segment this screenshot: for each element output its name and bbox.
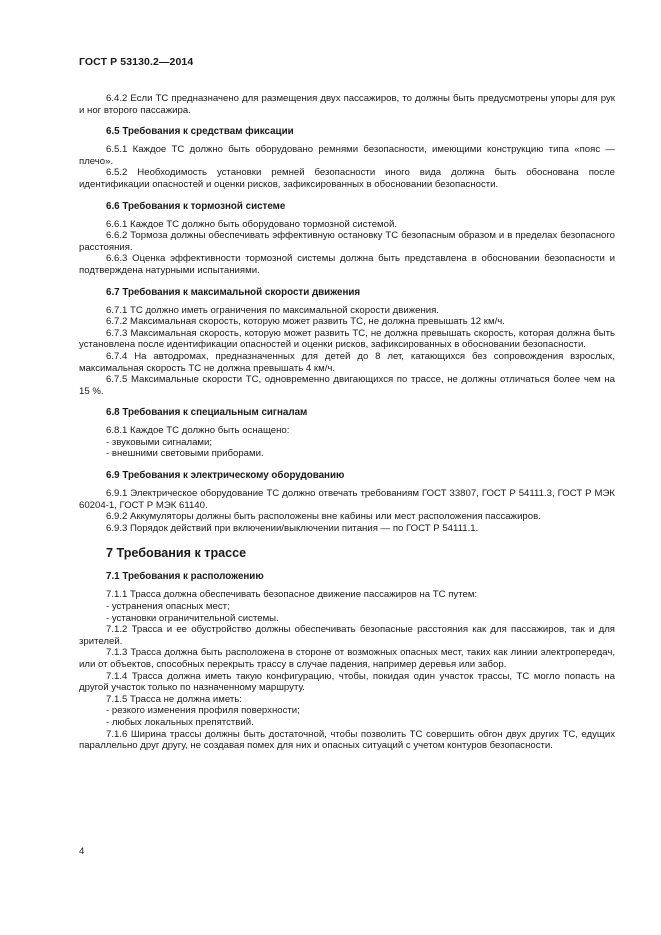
paragraph: 7.1.5 Трасса не должна иметь: xyxy=(106,693,242,705)
paragraph: 6.4.2 Если ТС предназначено для размещения двух пассажиров, то должны быть предусмотрены упоры для рук и ног второго пассажира. xyxy=(79,93,615,116)
page-number: 4 xyxy=(79,846,85,857)
paragraph: 6.5.1 Каждое ТС должно быть оборудовано ремнями безопасности, имеющими конструкцию типа «пояс — плечо». xyxy=(79,144,615,167)
paragraph: 6.6.2 Тормоза должны обеспечивать эффективную остановку ТС безопасным образом и в пределах безопасного расстояния. xyxy=(79,230,615,253)
paragraph: 6.7.5 Максимальные скорости ТС, одновременно двигающихся по трассе, не должны отличаться более чем на 15 %. xyxy=(79,374,615,397)
subsection-heading: 6.9 Требования к электрическому оборудованию xyxy=(106,470,345,482)
paragraph: 6.6.3 Оценка эффективности тормозной системы должна быть представлена в обосновании безопасности и подтверждена натурными испытаниями. xyxy=(79,253,615,276)
subsection-heading: 6.8 Требования к специальным сигналам xyxy=(106,407,308,419)
paragraph: 6.9.1 Электрическое оборудование ТС должно отвечать требованиям ГОСТ 33807, ГОСТ Р 54111.3, ГОСТ Р МЭК 60204-1, ГОСТ Р МЭК 61140. xyxy=(79,488,615,511)
paragraph: 6.6.1 Каждое ТС должно быть оборудовано тормозной системой. xyxy=(106,218,398,230)
paragraph: - звуковыми сигналами; xyxy=(106,436,213,448)
section-heading: 7 Требования к трассе xyxy=(106,546,247,561)
paragraph: - резкого изменения профиля поверхности; xyxy=(106,705,300,717)
paragraph: 7.1.2 Трасса и ее обустройство должны обеспечивать безопасные расстояния как для пассажиров, так и для зрителей. xyxy=(79,624,615,647)
subsection-heading: 7.1 Требования к расположению xyxy=(106,571,264,583)
subsection-heading: 6.7 Требования к максимальной скорости движения xyxy=(106,286,361,298)
paragraph: 7.1.6 Ширина трассы должны быть достаточной, чтобы позволить ТС совершить обгон двух других ТС, едущих параллельно друг другу, не создавая помех для них и опасных ситуаций с учетом контуров безопасности. xyxy=(79,728,615,752)
paragraph: - внешними световыми приборами. xyxy=(106,448,264,460)
paragraph: - любых локальных препятствий. xyxy=(106,716,254,728)
document-body xyxy=(79,93,615,752)
paragraph: 6.7.3 Максимальная скорость, которую может развить ТС, не должна превышать скорость, которая должна быть установлена после идентификации опасностей и оценки рисков, зафиксированных в обосновании безопасности. xyxy=(79,327,615,351)
paragraph: 7.1.4 Трасса должна иметь такую конфигурацию, чтобы, покидая один участок трассы, ТС могло попасть на другой участок только по назначенному маршруту. xyxy=(79,670,615,694)
paragraph: - устранения опасных мест; xyxy=(106,601,230,613)
paragraph: 6.9.2 Аккумуляторы должны быть расположены вне кабины или мест расположения пассажиров. xyxy=(106,511,541,523)
subsection-heading: 6.6 Требования к тормозной системе xyxy=(106,200,286,212)
document-header: ГОСТ Р 53130.2—2014 xyxy=(79,56,194,68)
paragraph: 7.1.3 Трасса должна быть расположена в стороне от возможных опасных мест, таких как линии электропередач, или от объектов, способных перекрыть трассу в случае падения, например деревья или забор. xyxy=(79,647,615,670)
paragraph: 6.7.2 Максимальная скорость, которую может развить ТС, не должна превышать 12 км/ч. xyxy=(106,316,505,328)
paragraph: 6.8.1 Каждое ТС должно быть оснащено: xyxy=(106,425,290,437)
subsection-heading: 6.5 Требования к средствам фиксации xyxy=(106,126,294,138)
paragraph: 6.7.4 На автодромах, предназначенных для детей до 8 лет, катающихся без сопровождения взрослых, максимальная скорость ТС не должна превышать 4 км/ч. xyxy=(79,350,615,374)
paragraph: 6.5.2 Необходимость установки ремней безопасности иного вида должна быть обоснована после идентификации опасностей и оценки рисков, зафиксированных в обосновании безопасности. xyxy=(79,167,615,190)
paragraph: - установки ограничительной системы. xyxy=(106,612,279,624)
paragraph: 7.1.1 Трасса должна обеспечивать безопасное движение пассажиров на ТС путем: xyxy=(106,589,478,601)
paragraph: 6.7.1 ТС должно иметь ограничения по максимальной скорости движения. xyxy=(106,304,439,316)
paragraph: 6.9.3 Порядок действий при включении/выключении питания — по ГОСТ Р 54111.1. xyxy=(106,522,479,534)
